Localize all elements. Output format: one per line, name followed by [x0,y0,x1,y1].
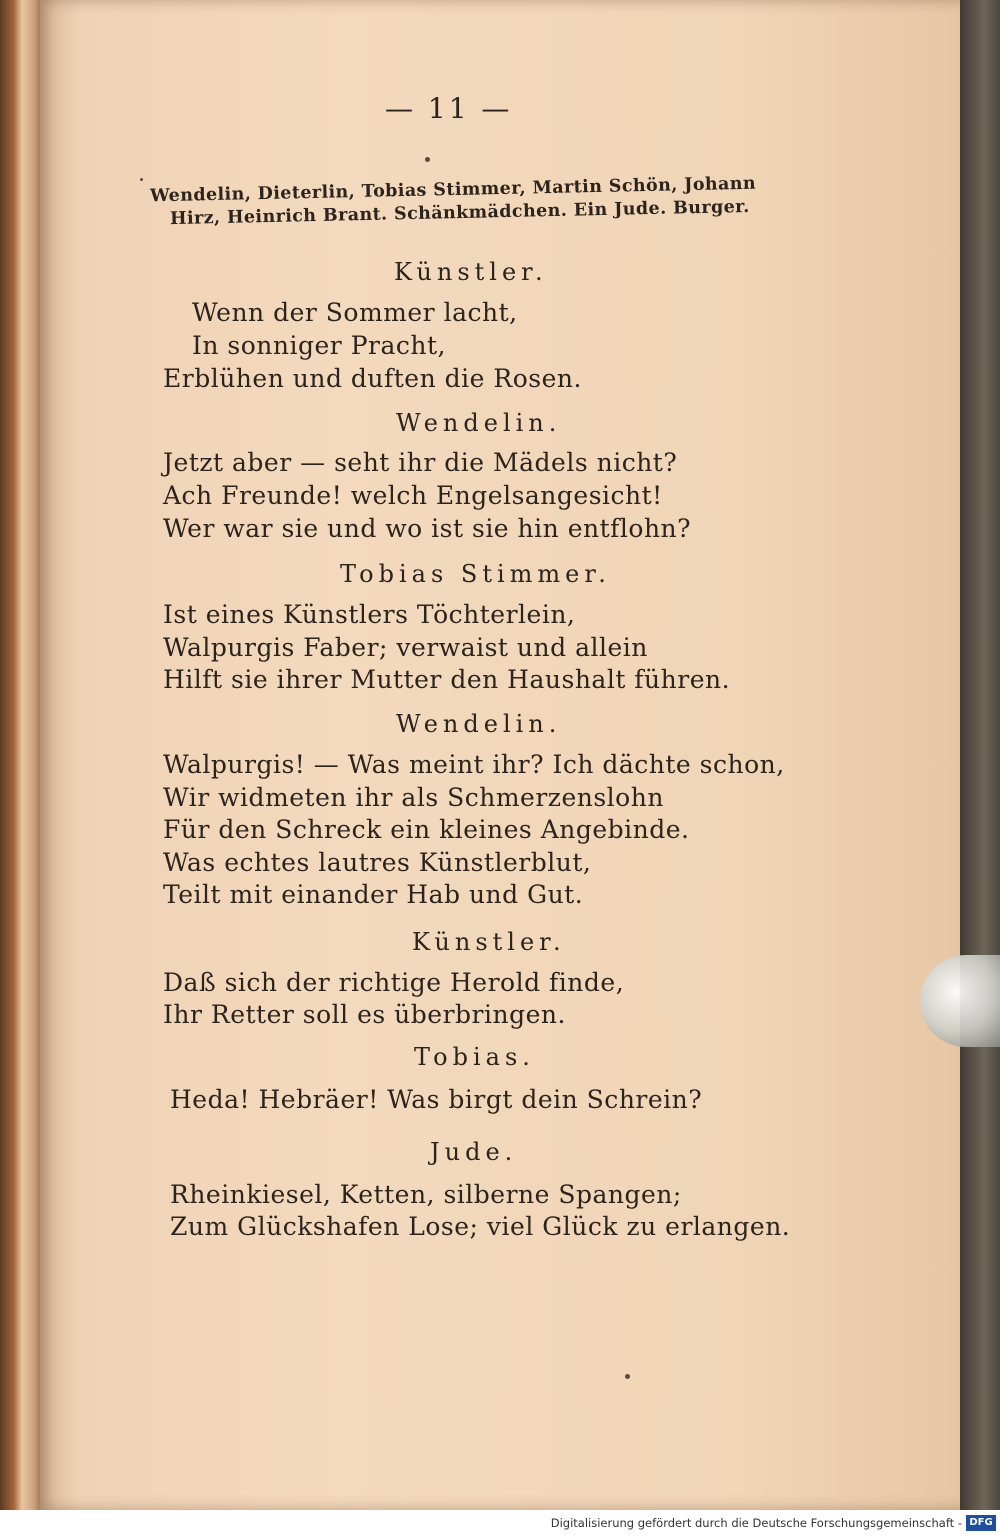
verse-line: In sonniger Pracht, [192,331,446,360]
verse-line: Daß sich der richtige Herold finde, [163,968,625,997]
cast-list-line-2: Hirz, Heinrich Brant. Schänkmädchen. Ein Jude. Burger. [169,196,750,230]
cast-list-line-1: Wendelin, Dieterlin, Tobias Stimmer, Martin Schön, Johann [149,173,757,207]
speck [625,1374,630,1379]
verse-line: Hilft sie ihrer Mutter den Haushalt führen. [163,665,731,694]
speaker-heading: Tobias. [414,1043,535,1071]
verse-line: Für den Schreck ein kleines Angebinde. [163,815,690,844]
verse-line: Walpurgis! — Was meint ihr? Ich dächte schon, [163,750,785,779]
verse-line: Teilt mit einander Hab und Gut. [163,880,584,909]
speck [425,157,430,162]
page-number: — 11 — [385,92,513,125]
verse-line: Walpurgis Faber; verwaist und allein [163,633,648,662]
speck [140,178,143,181]
footer-credit: Digitalisierung gefördert durch die Deutsche Forschungsgemeinschaft - [550,1516,962,1530]
verse-line: Erblühen und duften die Rosen. [163,364,582,393]
verse-line: Jetzt aber — seht ihr die Mädels nicht? [163,448,678,477]
page-right-edge [960,0,1000,1510]
verse-line: Was echtes lautres Künstlerblut, [163,848,592,877]
speaker-heading: Künstler. [394,258,548,286]
speaker-heading: Künstler. [412,928,566,956]
verse-line: Wir widmeten ihr als Schmerzenslohn [163,783,664,812]
verse-line: Ihr Retter soll es überbringen. [163,1000,566,1029]
dfg-logo-icon: DFG [966,1515,996,1531]
speaker-heading: Wendelin. [396,710,562,738]
speaker-heading: Tobias Stimmer. [340,560,611,588]
verse-line: Heda! Hebräer! Was birgt dein Schrein? [170,1085,703,1114]
digitization-footer [0,1510,1000,1537]
speaker-heading: Wendelin. [396,409,562,437]
verse-line: Wenn der Sommer lacht, [192,298,518,327]
verse-line: Wer war sie und wo ist sie hin entflohn? [163,514,692,543]
speaker-heading: Jude. [430,1138,518,1166]
verse-line: Ist eines Künstlers Töchterlein, [163,600,576,629]
verse-line: Ach Freunde! welch Engelsangesicht! [163,481,663,510]
verse-line: Rheinkiesel, Ketten, silberne Spangen; [170,1180,682,1209]
verse-line: Zum Glückshafen Lose; viel Glück zu erlangen. [170,1212,791,1241]
